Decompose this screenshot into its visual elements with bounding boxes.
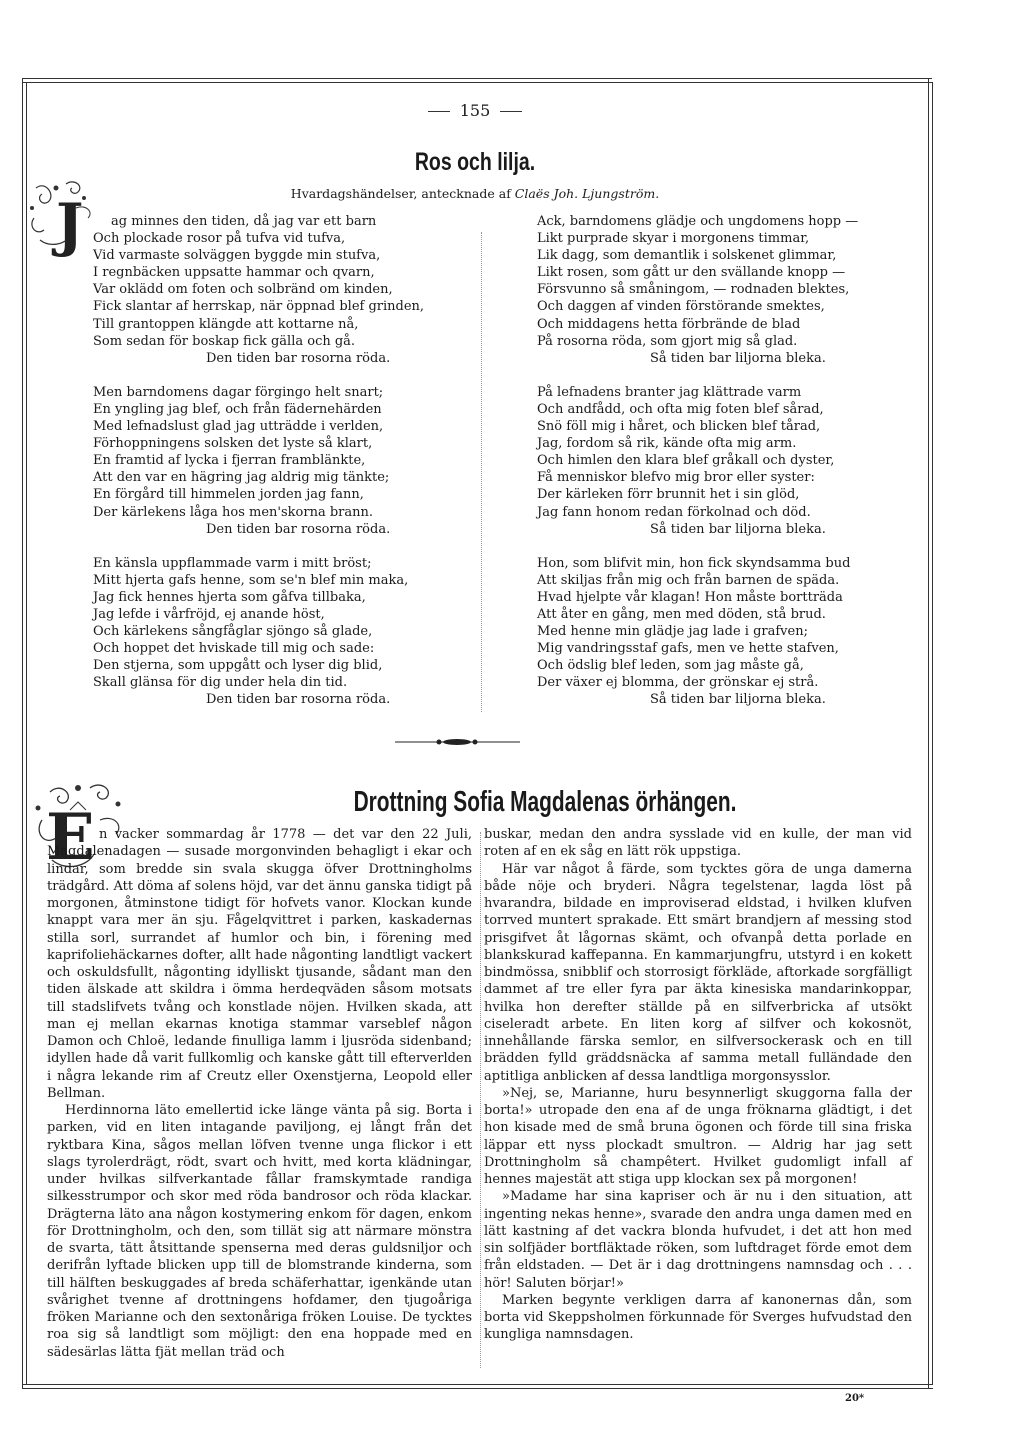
poem-line: Och himlen den klara blef gråkall och dyster, [537, 453, 835, 469]
poem-line: Och andfådd, och ofta mig foten blef sårad, [537, 401, 824, 417]
poem-line: Jag fick hennes hjerta som gåfva tillbaka, [93, 589, 366, 605]
poem-line: Fick slantar af herrskap, när öppnad blef grinden, [93, 299, 425, 315]
frame-rule-right-inner [932, 82, 933, 1384]
poem-line: Vid varmaste solväggen byggde min stufva, [93, 248, 381, 264]
poem-line: Likt rosen, som gått ur den svällande knopp — [537, 265, 846, 281]
poem-line: Snö föll mig i håret, och blicken blef tårad, [537, 419, 821, 435]
poem-line: Ack, barndomens glädje och ungdomens hopp — [537, 214, 859, 229]
poem-line: Hvad hjelpte vår klagan! Hon måste bortträda [537, 589, 843, 605]
poem-line: Att den var en hägring jag aldrig mig tänkte; [93, 470, 390, 486]
poem-line: Var oklädd om foten och solbränd om kinden, [93, 282, 393, 298]
poem-line: ag minnes den tiden, då jag var ett barn [111, 214, 377, 229]
poem-title: Ros och lilja. [414, 148, 536, 176]
story-paragraph: Herdinnorna läto emellertid icke länge vänta på sig. Borta i parken, vid en liten intagande paviljong, ej långt från det ryktbara Kina, sågos mellan löfven tvenne unga flickor i ett slags tyrolerdrägt, rödt, svart och hvitt, med korta klädningar, under hvilkas silfverkantade fållar framskymtade randiga silkesstrumpor och skor med röda bandrosor och röda klackar. Drägterna läto ana någon kostymering enkom för dagen, enkom för Drottningholm, och den, som tillät sig att närmare mönstra de svarta, tätt åtsittande spenserna med deras guldsniljor och derifrån lyftade blicken upp till de blomstrande kinderna, som till hälften beskuggades af breda schäferhattar, igenkände utan svårighet tvenne af drottningens hofdamer, den tjugoåriga fröken Marianne och den sextonåriga fröken Louise. De tycktes roa sig så landtligt som möjligt: den ena hoppade med en sädesärlas lätta fjät mellan träd och [47, 1103, 472, 1360]
poem-refrain: Den tiden bar rosorna röda. [206, 521, 391, 537]
frame-rule-bottom [22, 1384, 933, 1385]
poem-line: Och hoppet det hviskade till mig och sade: [93, 641, 375, 657]
poem-line: Och kärlekens sångfåglar sjöngo så glade, [93, 624, 373, 640]
poem-line: I regnbäcken uppsatte hammar och qvarn, [93, 265, 375, 281]
poem-line: Jag, fordom så rik, kände ofta mig arm. [537, 436, 797, 452]
story-paragraph-text: n vacker sommardag år 1778 — det var den 22 Juli, Magdalenadagen — susade morgonvinden behagligt i ekar och lindar, som bredde sin svala skugga öfver Drottningholms trädgård. Att döma af solens höjd, var det ännu ganska tidigt på morgonen, åtminstone tidigt för hofvets vanor. Klockan kunde knappt vara mer än sju. Fågelqvittret i parken, kaskadernas stilla sorl, surrandet af humlor och bin, i förening med kaprifoliehäckarnes dofter, allt hade någonting landtligt vackert och oskuldsfullt, någonting idylliskt tjusande, sådant man den tiden älskade att skildra i ömma herdeqväden såsom motsats till stadslifvets tvång och konstlade nöjen. Hvilken skada, att man ej mellan ekarnas knotiga stammar varseblef någon Damon och Chloë, ledande finulliga lamm i ljusröda sidenband; idyllen hade då varit fullkomlig och kanske gått till efterverlden i några lekande rim af Creutz eller Oxenstjerna, Leopold eller Bellman. [47, 827, 472, 1101]
poem-line: En framtid af lycka i fjerran framblänkte, [93, 453, 366, 469]
frame-rule-right [928, 78, 929, 1388]
poem-subtitle [0, 186, 950, 201]
poem-line: Hon, som blifvit min, hon fick skyndsamma bud [537, 555, 851, 571]
poem-line: Förhoppningens solsken det lyste så klart, [93, 436, 373, 452]
story-title: Drottning Sofia Magdalenas örhängen. [353, 786, 737, 818]
poem-refrain: Så tiden bar liljorna bleka. [650, 350, 826, 366]
story-paragraph [47, 826, 472, 1102]
poem-line: Försvunno så småningom, — rodnaden blektes, [537, 282, 850, 298]
poem-line: Med henne min glädje jag lade i grafven; [537, 624, 808, 640]
story-left-column [47, 826, 472, 1361]
poem-line: Och daggen af vinden förstörande smektes, [537, 299, 825, 315]
column-divider [480, 832, 481, 1368]
poem-line: Mig vandringsstaf gafs, men ve hette stafven, [537, 641, 839, 657]
poem-line: Som sedan för boskap fick gälla och gå. [93, 333, 356, 349]
poem-line: Jag fann honom redan förkolnad och död. [537, 504, 811, 520]
poem-author: Claës Joh. Ljungström. [514, 186, 660, 201]
story-drop-cap: E [46, 800, 95, 875]
signature-mark: 20* [845, 1393, 865, 1404]
poem-line: Och middagens hetta förbrände de blad [537, 316, 801, 332]
poem-refrain: Den tiden bar rosorna röda. [206, 350, 391, 366]
poem-line: Mitt hjerta gafs henne, som se'n blef min maka, [93, 572, 409, 588]
poem-line: Lik dagg, som demantlik i solskenet glimmar, [537, 248, 837, 264]
poem-drop-cap: J [56, 191, 84, 259]
story-paragraph: »Madame har sina kapriser och är nu i den situation, att ingenting nekas henne», svarade den andra unga damen med en lätt kastning af det vackra blonda hufvudet, i det att hon med sin solfjäder bortfläktade röken, som luftdraget förde emot dem från eldstaden. — Det är i dag drottningens namnsdag och . . . hör! Saluten börjar!» [484, 1189, 912, 1291]
frame-rule-bottom-inner [22, 1388, 933, 1389]
poem-stanza [537, 555, 858, 709]
section-separator-ornament [395, 735, 520, 749]
poem-line: Och ödslig blef leden, som jag måste gå, [537, 658, 804, 674]
page-number [0, 101, 950, 120]
poem-refrain: Så tiden bar liljorna bleka. [650, 521, 826, 537]
frame-rule-top-inner [22, 82, 932, 83]
frame-rule-left [22, 78, 23, 1388]
poem-line: Der växer ej blomma, der grönskar ej strå. [537, 675, 819, 691]
poem-line: Få menniskor blefvo mig bror eller syster: [537, 470, 815, 486]
poem-line: Likt purprade skyar i morgonens timmar, [537, 231, 810, 247]
poem-refrain: Den tiden bar rosorna röda. [206, 692, 391, 708]
page-number-dash-left [428, 111, 450, 112]
page-number-value: 155 [459, 101, 491, 120]
poem-line: Der kärlekens låga hos men'skorna brann. [93, 504, 373, 520]
poem-stanza [93, 384, 424, 538]
poem-line: En förgård till himmelen jorden jag fann, [93, 487, 364, 503]
story-paragraph: Här var något å färde, som tycktes göra de unga damerna både nöje och bryderi. Några tegelstenar, lagda löst på hvarandra, bildade en improviserad eldstad, i hvilken klufven torrved muntert sprakade. Ett smärt brandjern af messing stod prisgifvet åt lågornas skämt, och ofvanpå detta porlade en blankskurad kaffepanna. En kammarjungfru, utstyrd i en kokett bindmössa, snibblif och storrosigt förkläde, aftorkade sorgfälligt dammet af tre eller fyra par äkta kinesiska mandarinkoppar, hvilka hon derefter ställde på en silfverbricka af utsökt ciseleradt arbete. En liten korg af silfver och kokosnöt, innehållande färska semlor, en silfversockerask och en till brädden fylld gräddsnäcka af samma metall fulländade den aptitliga anblicken af dessa landtliga morgonsysslor. [484, 861, 912, 1084]
poem-line: En yngling jag blef, och från fädernehärden [93, 401, 382, 417]
poem-line: Med lefnadslust glad jag utträdde i verlden, [93, 419, 384, 435]
story-paragraph: buskar, medan den andra sysslade vid en kulle, der man vid roten af en ek såg en lätt rök uppstiga. [484, 827, 912, 860]
poem-line: En känsla uppflammade varm i mitt bröst; [93, 555, 372, 571]
poem-stanza [93, 555, 424, 709]
frame-rule-left-inner [26, 82, 27, 1384]
poem-line: På rosorna röda, som gjort mig så glad. [537, 333, 798, 349]
poem-stanza [93, 213, 424, 367]
page-number-dash-right [500, 111, 522, 112]
poem-line: På lefnadens branter jag klättrade varm [537, 384, 802, 400]
poem-line: Men barndomens dagar förgingo helt snart; [93, 384, 384, 400]
poem-refrain: Så tiden bar liljorna bleka. [650, 692, 826, 708]
poem-line: Att skiljas från mig och från barnen de späda. [537, 572, 840, 588]
poem-line: Jag lefde i vårfröjd, ej anande höst, [93, 606, 325, 622]
poem-line: Der kärleken förr brunnit het i sin glöd, [537, 487, 800, 503]
poem-line: Till grantoppen klängde att kottarne nå, [93, 316, 359, 332]
poem-left-column [93, 213, 424, 726]
story-paragraph: Marken begynte verkligen darra af kanonernas dån, som borta vid Skeppsholmen förkunnade för Sverges hufvudstad den kungliga namnsdagen. [484, 1292, 912, 1343]
poem-stanza [537, 213, 858, 367]
poem-line: Den stjerna, som uppgått och lyser dig blid, [93, 658, 383, 674]
poem-line: Att åter en gång, men med döden, stå brud. [537, 606, 826, 622]
story-paragraph: »Nej, se, Marianne, huru besynnerligt skuggorna falla der borta!» utropade den ena af de unga fröknarna glädtigt, i det hon kisade med de små bruna ögonen och förde till sina friska läppar ett nyss plockadt smultron. — Aldrig har jag sett Drottningholm så champêtert. Hvilket gudomligt infall af hennes majestät att stiga upp klockan sex på morgonen! [484, 1085, 912, 1187]
poem-line: Skall glänsa för dig under hela din tid. [93, 675, 348, 691]
poem-stanza [537, 384, 858, 538]
poem-line: Och plockade rosor på tufva vid tufva, [93, 231, 346, 247]
poem-right-column [537, 213, 858, 726]
poem-subtitle-prefix: Hvardagshändelser, antecknade af [290, 186, 515, 201]
story-right-column [484, 826, 912, 1344]
column-divider [481, 232, 482, 712]
frame-rule-top [22, 78, 932, 79]
